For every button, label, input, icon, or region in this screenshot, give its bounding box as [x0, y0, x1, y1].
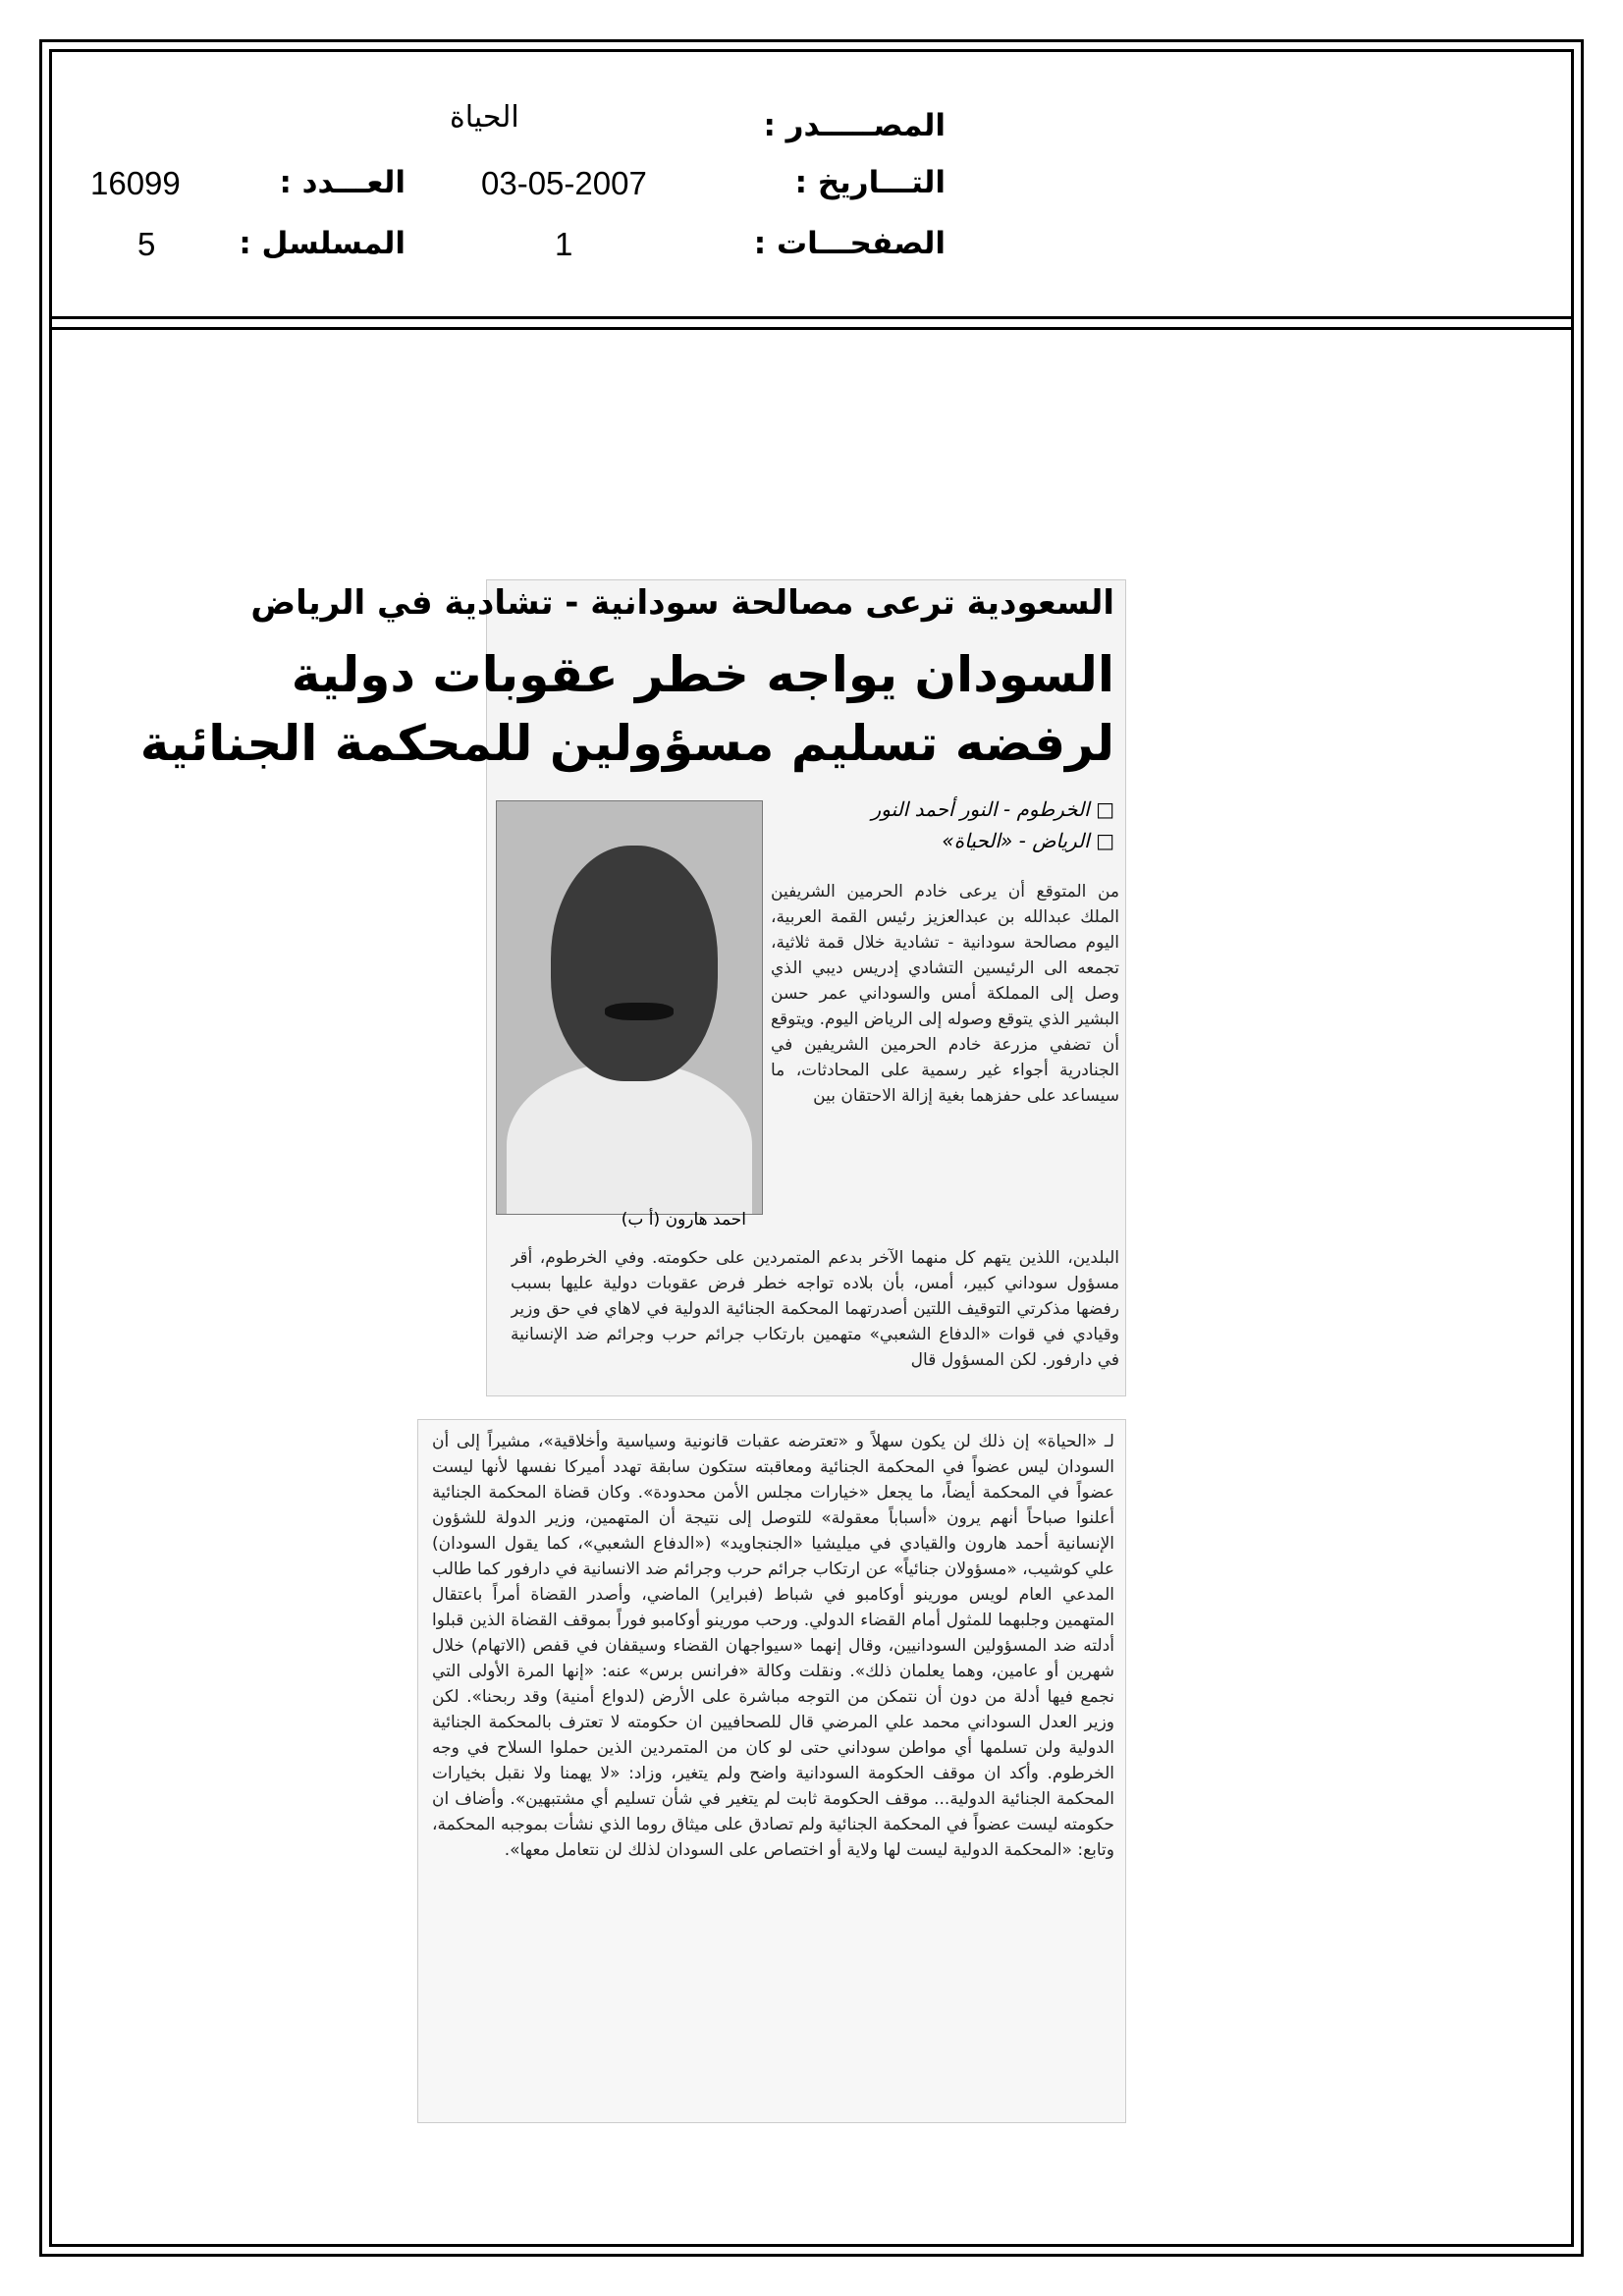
issue-label: العـــدد : — [279, 165, 406, 200]
pages-label: الصفحـــات : — [753, 226, 946, 261]
header-divider — [49, 316, 1574, 319]
article-column-1: من المتوقع أن يرعى خادم الحرمين الشريفين الملك عبدالله بن عبدالعزيز رئيس القمة العربية، اليوم مصالحة سودانية - تشادية خلال قمة ثلاثية، تجمعه الى الرئيسين التشادي إدريس ديبي الذي وصل إلى المملكة أمس والسوداني عمر حسن البشير الذي يتوقع وصوله إلى الرياض اليوم. ويتوقع أن تضفي مزرعة خادم الحرمين الشريفين في الجنادرية أجواء غير رسمية على المحادثات، ما سيساعد على حفزهما بغية إزالة الاحتقان بين — [771, 882, 1119, 1106]
article-kicker: السعودية ترعى مصالحة سودانية - تشادية في الرياض — [250, 583, 1114, 623]
article-headline: السودان يواجه خطر عقوبات دولية — [291, 646, 1114, 703]
pages-value: 1 — [555, 226, 573, 262]
article-subheadline: لرفضه تسليم مسؤولين للمحكمة الجنائية — [139, 715, 1114, 772]
header-divider-double — [49, 327, 1574, 330]
serial-label: المسلسل : — [239, 226, 406, 261]
source-label: المصـــــدر : — [763, 108, 946, 143]
serial-value: 5 — [137, 226, 156, 262]
article-photo — [496, 800, 763, 1215]
date-label: التـــاريخ : — [794, 165, 946, 200]
byline-khartoum: □ الخرطوم - النور أحمد النور — [871, 797, 1114, 821]
source-value: الحياة — [450, 100, 519, 135]
article-column-2: لـ «الحياة» إن ذلك لن يكون سهلاً و «تعترضه عقبات قانونية وسياسية وأخلاقية»، مشيراً إلى أن السودان ليس عضواً في المحكمة الجنائية ومعاقبته ستكون سابقة تهدد أميركا نفسها لأنها ليست عضواً في المحكمة أيضاً، ما يجعل «خيارات مجلس الأمن محدودة». وكان قضاة المحكمة الجنائية أعلنوا صباحاً أنهم يرون «أسباباً معقولة» للتوصل إلى نتيجة أن المتهمين، وزير الدولة للشؤون الإنسانية أحمد هارون والقيادي في ميليشيا «الجنجاويد» («الدفاع الشعبي»، كما يقول السودان) علي كوشيب، «مسؤولان جنائياً» عن ارتكاب جرائم حرب وجرائم ضد الانسانية في دارفور كما طالب المدعي العام لويس مورينو أوكامبو في شباط (فبراير) الماضي، وأصدر القضاة أمراً باعتقال المتهمين وجلبهما للمثول أمام القضاء الدولي. ورحب مورينو أوكامبو فوراً بموقف القضاة الذين قبلوا أدلته ضد المسؤولين السودانيين، وقال إنهما «سيواجهان القضاء وسيقفان في قفص (الاتهام) خلال شهرين أو عامين، وهما يعلمان ذلك». ونقلت وكالة «فرانس برس» عنه: «إنها المرة الأولى التي نجمع فيها أدلة من دون أن نتمكن من التوجه مباشرة على الأرض (لدواع أمنية) وقد ربحنا». لكن وزير العدل السوداني محمد علي المرضي قال للصحافيين ان حكومته لا تعترف بالمحكمة الجنائية الدولية ولن تسلمها أي مواطن سوداني حتى لو كان من المتمردين الذين حملوا السلاح في وجه الخرطوم. وأكد ان موقف الحكومة السودانية واضح ولم يتغير، وزاد: «لا يهمنا ولا نقبل بخيارات المحكمة الجنائية الدولية... موقف الحكومة ثابت لم يتغير في شأن تسليم أي مشتبهين». وأضاف ان حكومته ليست عضواً في المحكمة الجنائية ولم تصادق على ميثاق روما الذي نشأت بموجبه المحكمة، وتابع: «المحكمة الدولية ليست لها ولاية أو اختصاص على السودان لذلك لن نتعامل معها». — [432, 1432, 1114, 1860]
date-value: 03-05-2007 — [481, 165, 647, 201]
photo-caption: احمد هارون (أ ب) — [621, 1210, 746, 1230]
issue-value: 16099 — [90, 165, 181, 201]
article-column-1-wide: البلدين، اللذين يتهم كل منهما الآخر بدعم المتمردين على حكومته. وفي الخرطوم، أقر مسؤول سوداني كبير، أمس، بأن بلاده تواجه خطر فرض عقوبات دولية عليها بسبب رفضها مذكرتي التوقيف اللتين أصدرتهما المحكمة الجنائية الدولية في لاهاي في حق وزير وقيادي في قوات «الدفاع الشعبي» متهمين بارتكاب جرائم حرب وجرائم ضد الإنسانية في دارفور. لكن المسؤول قال — [511, 1248, 1119, 1370]
byline-riyadh: □ الرياض - «الحياة» — [942, 829, 1114, 852]
